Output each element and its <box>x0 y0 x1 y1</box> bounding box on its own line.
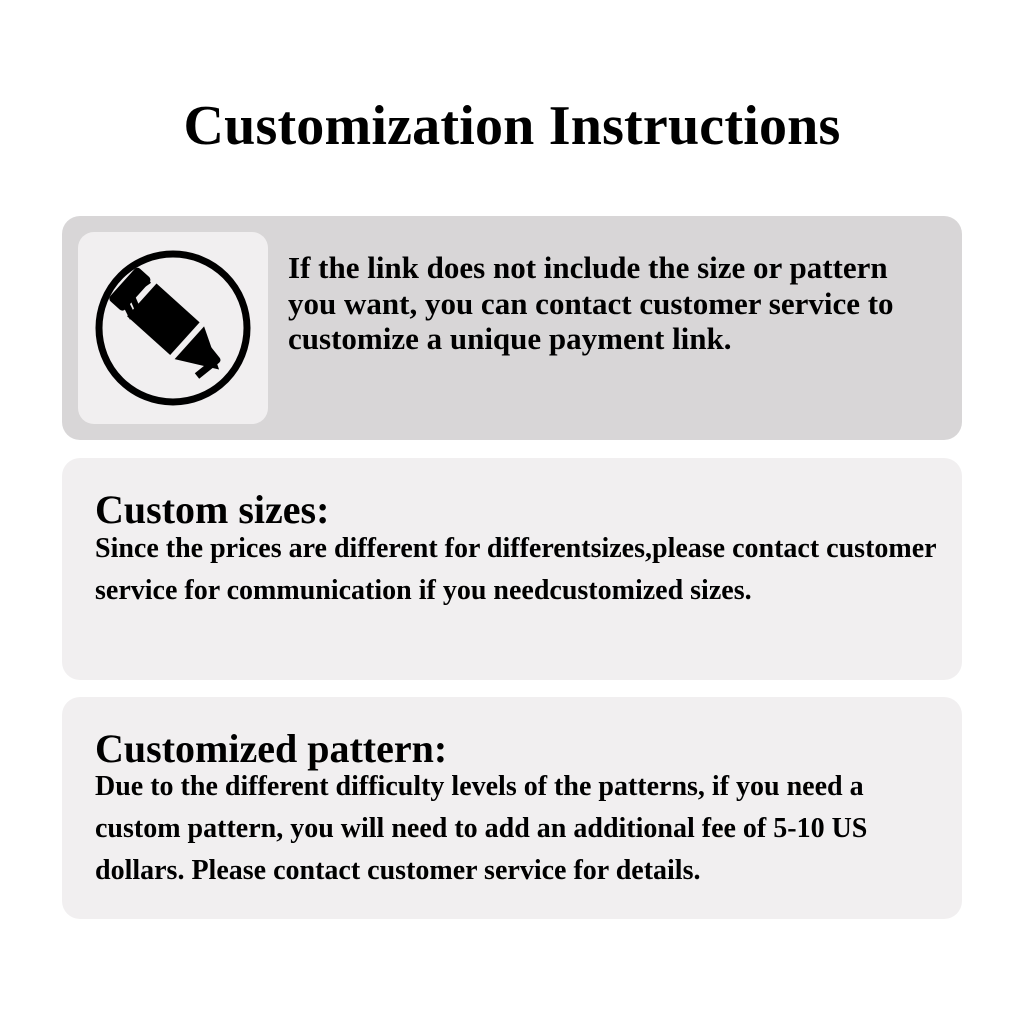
section-heading: Custom sizes: <box>95 487 330 532</box>
section-heading: Customized pattern: <box>95 726 448 771</box>
custom-pattern-card <box>62 697 962 919</box>
page-title: Customization Instructions <box>183 95 841 157</box>
section-body: Due to the different difficulty levels of the patterns, if you need a custom pattern, you will need to add an additional fee of 5-10 US dollars. Please contact customer service for details. <box>95 771 868 886</box>
section-body: Since the prices are different for differentsizes,please contact customer service for communication if you needcustomized sizes. <box>95 533 937 606</box>
pencil-edit-icon <box>93 248 253 408</box>
icon-tile <box>78 232 268 424</box>
intro-panel <box>62 216 962 440</box>
intro-text: If the link does not include the size or pattern you want, you can contact customer service to customize a unique payment link. <box>288 250 894 356</box>
custom-sizes-card <box>62 458 962 680</box>
